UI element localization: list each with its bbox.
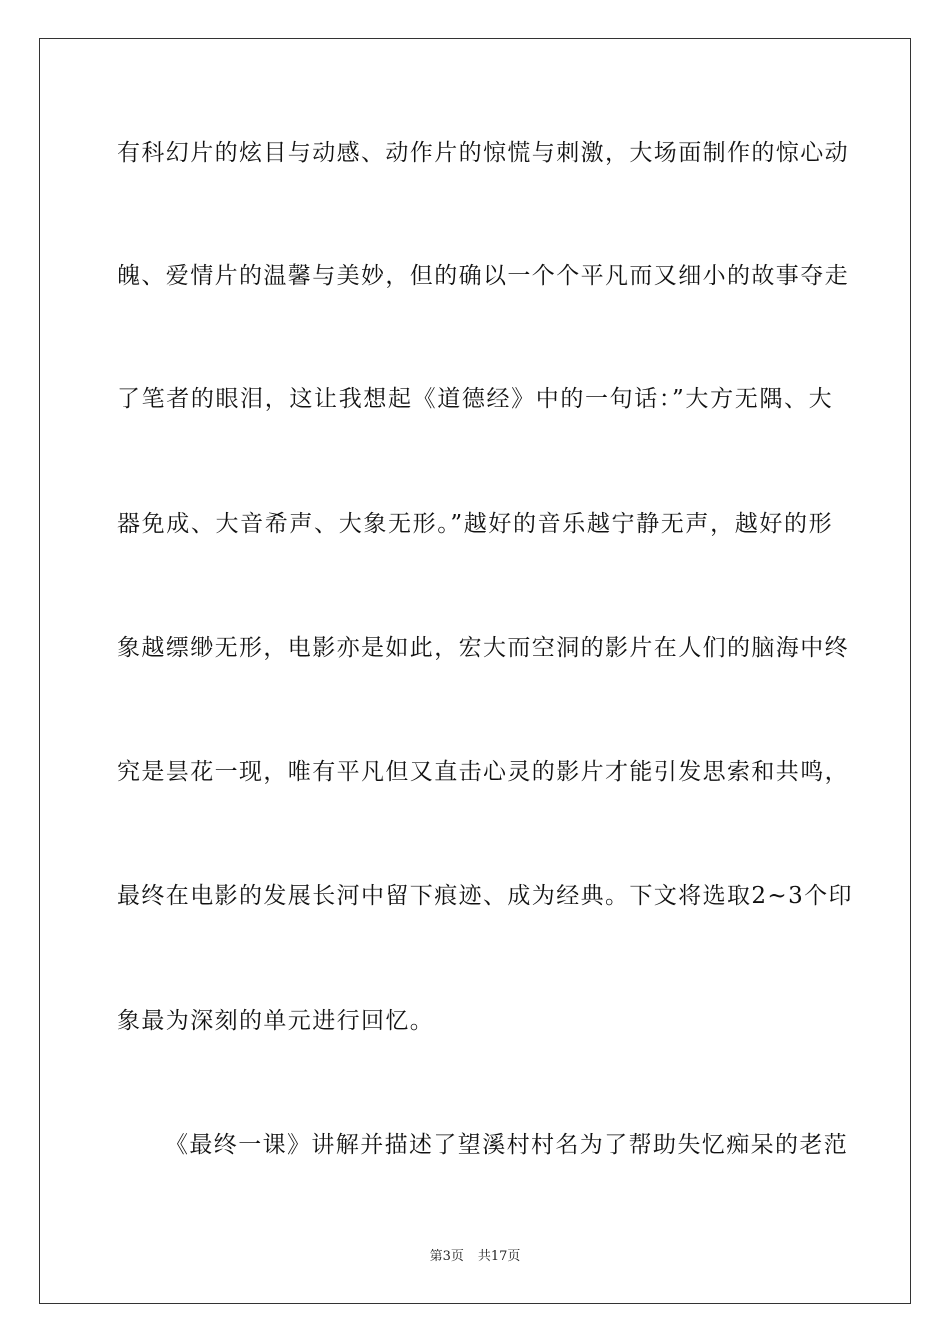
body-text-line: 最终在电影的发展长河中留下痕迹、成为经典。下文将选取2~3个印	[117, 883, 853, 909]
body-text-line: 了笔者的眼泪，这让我想起《道德经》中的一句话：”大方无隅、大	[117, 386, 833, 412]
body-text-line: 象最为深刻的单元进行回忆。	[117, 1008, 435, 1034]
body-text-line: 器免成、大音希声、大象无形。”越好的音乐越宁静无声，越好的形	[117, 511, 833, 537]
page-footer	[0, 1245, 950, 1264]
page-number: 第3页	[429, 1249, 464, 1264]
page-border	[39, 38, 911, 1304]
body-text-line: 象越缥缈无形，电影亦是如此，宏大而空洞的影片在人们的脑海中终	[117, 635, 849, 661]
page-total: 共17页	[477, 1249, 521, 1264]
body-text-line: 魄、爱情片的温馨与美妙，但的确以一个个平凡而又细小的故事夺走	[117, 263, 849, 289]
body-text-line: 究是昙花一现，唯有平凡但又直击心灵的影片才能引发思索和共鸣，	[117, 759, 849, 785]
paragraph-start-line: 《最终一课》讲解并描述了望溪村村名为了帮助失忆痴呆的老范	[165, 1132, 849, 1158]
body-text-line: 有科幻片的炫目与动感、动作片的惊慌与刺激，大场面制作的惊心动	[117, 140, 849, 166]
